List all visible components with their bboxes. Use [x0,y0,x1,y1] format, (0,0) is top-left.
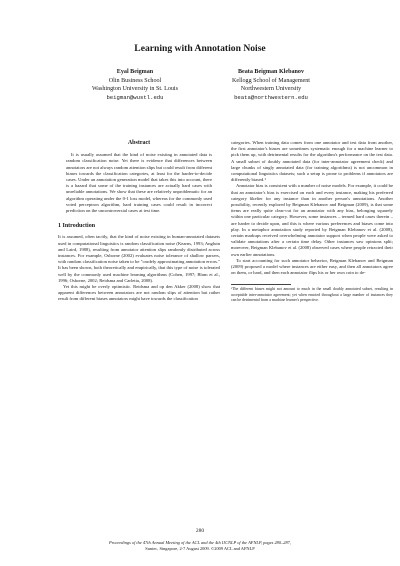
author-name: Eyal Beigman [116,69,154,75]
left-column [58,140,220,303]
right-paragraph-2: Annotator bias is consistent with a number of noise models. For example, it could be that an annotator's bias is exercised on each and every instance, making his preferred category likelier for any instance than in another person's annotations. Another possibility, recently explored by Beigman Klebanov and Beigman (2009), is that some items are really quite clear-cut for an annotator with any bias, belonging squarely within one particular category. However, some instances – termed hard cases therein – are harder to decide upon, and this is where various preferences and biases come into play. In a metaphor annotation study reported by Beigman Klebanov et al. (2008), certain markups received overwhelming annotator support when people were asked to validate annotations after a certain time delay. Other instances saw opinions split; moreover, Beigman Klebanov et al. (2008) observed cases where people retracted their own earlier annotations. [231,183,393,257]
author-affiliation: Olin Business School [108,77,162,84]
footer-line-1: Proceedings of the 47th Annual Meeting of the ACL and the 4th IJCNLP of the AFNLP, pages 280–287, [109,540,291,545]
proceedings-footer [40,540,360,551]
footnote: ¹The different biases might not amount to much in the small doubly annotated subset, resulting in acceptable inter-annotator agreement; yet when enacted throughout a large number of instances they can be detrimental from a machine learner's perspective. [231,287,393,302]
right-paragraph-1: categories. When training data comes from one annotator and test data from another, the first annotator's biases are sometimes systematic enough for a machine learner to pick them up, with detrimental results for the algorithm's performance on the test data. A small subset of doubly annotated data (for inter-annotator agreement check) and large chunks of singly annotated data (for training algorithms) is not uncommon in computational linguistics datasets; such a setup is prone to problems if annotators are differently biased.¹ [231,140,393,183]
right-column [231,140,393,303]
author-email: beata@northwestern.edu [234,93,308,101]
author-name: Beata Beigman Klebanov [237,69,305,75]
author-institution: Washington University in St. Louis [91,86,178,93]
author-institution: Northwestern University [240,86,302,93]
paper-title: Learning with Annotation Noise [134,43,266,54]
abstract-heading: Abstract [127,140,151,146]
footer-line-2: Suntec, Singapore, 2-7 August 2009. ©2009 ACL and AFNLP [145,545,255,551]
right-paragraph-3: To start accounting for such annotator behavior, Beigman Klebanov and Beigman (2009) proposed a model where instances are either easy, and then all annotators agree on them, or hard, and then each annotator flips his or her own coin to de- [231,257,393,276]
intro-paragraph-2: Yet this might be overly optimistic. Reidsma and op den Akker (2008) show that apparent differences between annotators are not random slips of attention but rather result from different biases annotators might have towards the classification [58,284,220,302]
author-affiliation: Kellogg School of Management [231,77,311,84]
page-number: 280 [195,528,205,534]
section-heading-introduction: 1 Introduction [58,223,96,230]
intro-paragraph-1: It is assumed, often tacitly, that the kind of noise existing in human-annotated datasets used in computational linguistics is random classification noise (Kearns, 1993; Angluin and Laird, 1988), resulting from annotator attention slips randomly distributed across instances. For example, Osborne (2002) evaluates noise tolerance of shallow parsers, with random classification noise taken to be "crudely approximating annotation errors." It has been shown, both theoretically and empirically, that this type of noise is tolerated well by the commonly used machine learning algorithms (Cohen, 1997; Blum et al., 1996; Osborne, 2002; Reidsma and Carletta, 2008). [58,234,220,283]
footnote-rule [231,284,291,285]
author-email: beigman@wustl.edu [106,93,164,101]
author-block-2 [186,68,356,102]
abstract-text: It is usually assumed that the kind of noise existing in annotated data is random classification noise. Yet there is evidence that differences between annotators are not always random attention slips but could result from different biases towards the classification categories, at least for the harder-to-decide cases. Under an annotation generation model that takes this into account, there is a hazard that some of the training instances are actually hard cases with unreliable annotations. We show that these are relatively unproblematic for an algorithm operating under the 0-1 loss model, whereas for the commonly used voted perceptron algorithm, hard training cases could result in incorrect prediction on the uncontroversial cases at test time. [66,152,212,214]
